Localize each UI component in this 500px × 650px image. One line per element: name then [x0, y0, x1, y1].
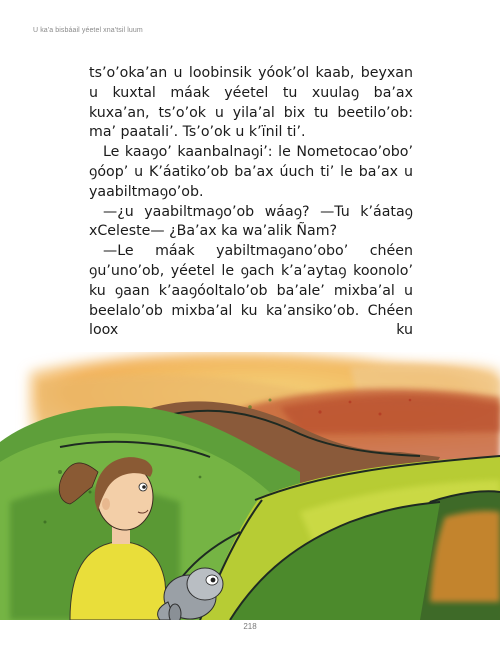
watercolor-illustration: [0, 352, 500, 620]
paragraph-2: Le kaaꝯo’ kaanbalnaꝯi’: le Nometocao’obo’ ꝯóop’ u K’áatiko’ob ba’ax úuch ti’ le ba’ax u yaabiltmaꝯo’ob.: [89, 144, 413, 200]
paragraph-3: —¿u yaabiltmaꝯo’ob wáaꝯ? —Tu k’áataꝯ xCeleste— ¿Ba’ax ka wa’alik Ñam?: [89, 203, 413, 240]
paragraph-4: —Le máak yabiltmaꝯano’obo’ chéen ꝯu’uno’ob, yéetel le ꝯach k’a’aytaꝯ koonolo’ ku ꝯaan k’aaꝯóoltalo’ob ba’ale’ mixba’al u beelalo’ob mixba’al ku ka’ansiko’ob. Chéen loox ku: [89, 243, 413, 339]
page-number: 218: [243, 622, 257, 631]
body-text: [89, 64, 413, 341]
paragraph-1: ts’o’oka’an u loobinsik yóok’ol kaab, beyxan u kuxtal máak yéetel tu xuulaꝯ ba’ax kuxa’an, ts’o’ok u yila’al bix tu beetilo’ob: ma’ paatali’. Ts’o’ok u k’ïnil ti’.: [89, 65, 413, 141]
running-header: U ka'a bisbáail yéetel xna'tsil luum: [33, 27, 143, 34]
